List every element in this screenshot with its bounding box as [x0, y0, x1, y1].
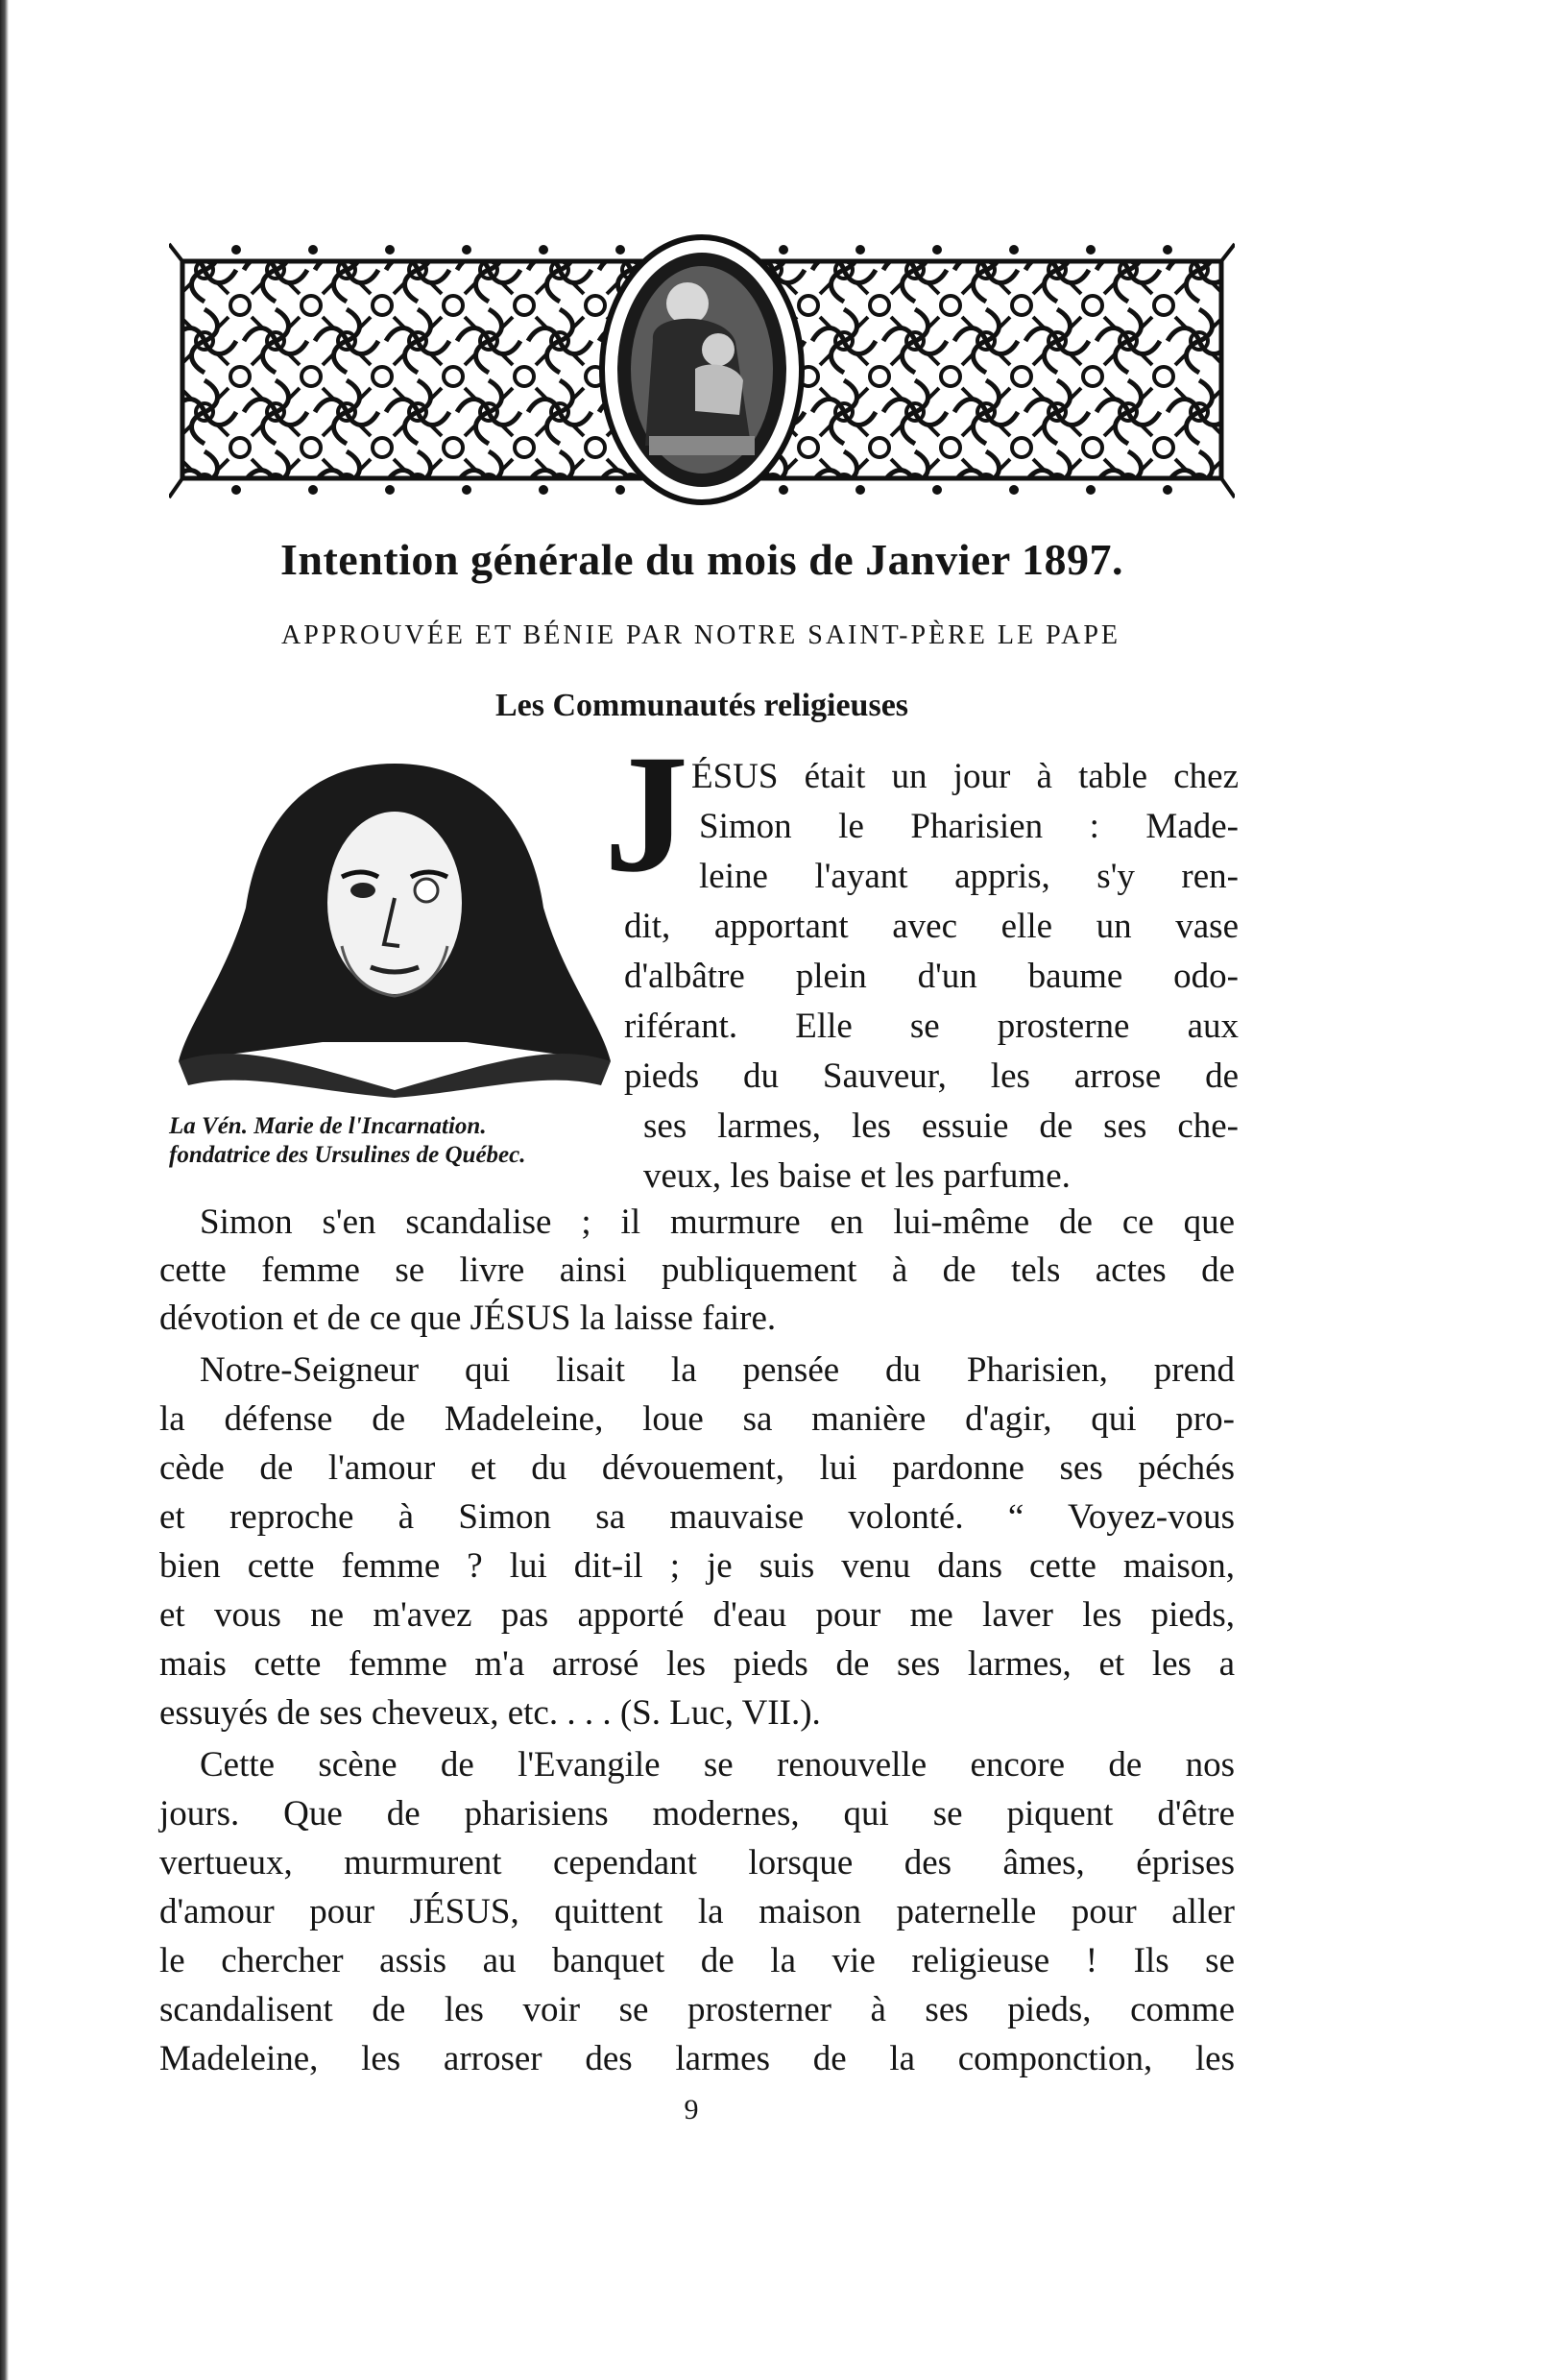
text-line: et reproche à Simon sa mauvaise volonté. “ Voyez-vous — [159, 1497, 1235, 1537]
text-line: Cette scène de l'Evangile se renouvelle encore de nos — [200, 1745, 1235, 1785]
text-line: bien cette femme ? lui dit-il ; je suis venu dans cette maison, — [159, 1546, 1235, 1586]
text-line: dévotion et de ce que JÉSUS la laisse faire. — [159, 1299, 777, 1338]
portrait-illustration — [179, 754, 611, 1100]
page-binding-edge — [0, 0, 9, 2380]
approval-line: APPROUVÉE ET BÉNIE PAR NOTRE SAINT-PÈRE LE PAPE — [280, 620, 1121, 650]
text-line: jours. Que de pharisiens modernes, qui se piquent d'être — [159, 1794, 1235, 1834]
text-line: la défense de Madeleine, loue sa manière d'agir, qui pro- — [159, 1399, 1235, 1439]
text-line: cette femme se livre ainsi publiquement à de tels actes de — [159, 1251, 1235, 1290]
text-line: veux, les baise et les parfume. — [643, 1156, 1071, 1196]
text-line: et vous ne m'avez pas apporté d'eau pour me laver les pieds, — [159, 1595, 1235, 1635]
text-line: riférant. Elle se prosterne aux — [624, 1007, 1239, 1046]
caption-line: La Vén. Marie de l'Incarnation. — [169, 1113, 487, 1139]
text-line: Simon s'en scandalise ; il murmure en lui-même de ce que — [200, 1202, 1235, 1242]
text-line: Notre-Seigneur qui lisait la pensée du Pharisien, prend — [200, 1350, 1235, 1390]
text-line: d'amour pour JÉSUS, quittent la maison paternelle pour aller — [159, 1892, 1235, 1931]
text-line: mais cette femme m'a arrosé les pieds de ses larmes, et les a — [159, 1644, 1235, 1684]
text-line: scandalisent de les voir se prosterner à ses pieds, comme — [159, 1990, 1235, 2029]
text-line: Simon le Pharisien : Made- — [699, 807, 1239, 846]
text-line: essuyés de ses cheveux, etc. . . . (S. Luc, VII.). — [159, 1693, 821, 1733]
portrait-caption — [169, 1112, 620, 1170]
text-line: vertueux, murmurent cependant lorsque des âmes, éprises — [159, 1843, 1235, 1882]
page-title: Intention générale du mois de Janvier 1897. — [279, 535, 1124, 584]
section-subtitle: Les Communautés religieuses — [494, 688, 909, 723]
text-line: Madeleine, les arroser des larmes de la componction, les — [159, 2039, 1235, 2078]
caption-line: fondatrice des Ursulines de Québec. — [169, 1142, 526, 1168]
text-line: leine l'ayant appris, s'y ren- — [699, 857, 1239, 896]
text-line: ses larmes, les essuie de ses che- — [643, 1106, 1239, 1146]
text-line: pieds du Sauveur, les arrose de — [624, 1056, 1239, 1096]
text-line: le chercher assis au banquet de la vie religieuse ! Ils se — [159, 1941, 1235, 1980]
text-line: d'albâtre plein d'un baume odo- — [624, 957, 1239, 996]
text-line: dit, apportant avec elle un vase — [624, 907, 1239, 946]
page-number: 9 — [684, 2094, 699, 2125]
text-line: cède de l'amour et du dévouement, lui pardonne ses péchés — [159, 1448, 1235, 1488]
text-line: ÉSUS était un jour à table chez — [691, 757, 1239, 796]
ornamental-header-banner — [169, 234, 1235, 505]
drop-cap: J — [604, 720, 688, 908]
